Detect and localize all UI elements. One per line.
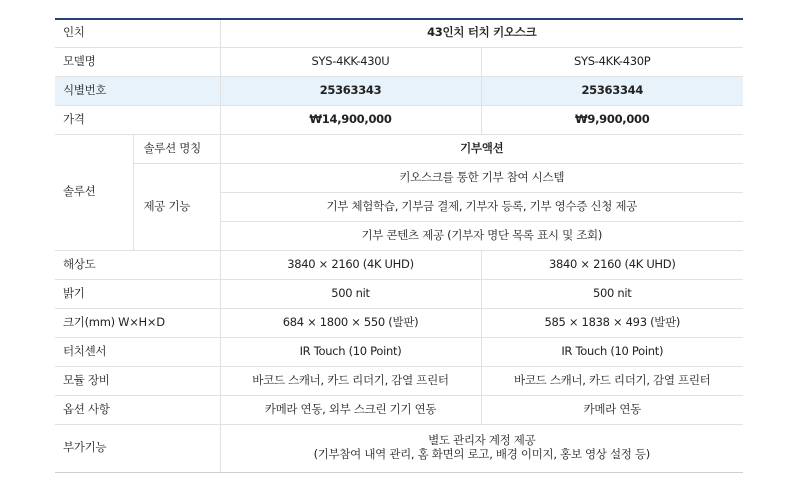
row-brightness — [55, 279, 743, 308]
solution-func-label: 제공 기능 — [133, 163, 220, 250]
touch-b: IR Touch (10 Point) — [481, 337, 743, 366]
row-extra — [55, 424, 743, 472]
row-label: 옵션 사항 — [55, 395, 220, 424]
row-label: 모델명 — [55, 47, 220, 76]
row-label: 부가기능 — [55, 424, 220, 472]
row-touch — [55, 337, 743, 366]
id-a: 25363343 — [220, 76, 481, 105]
row-solution-func-1 — [55, 163, 743, 192]
row-label: 해상도 — [55, 250, 220, 279]
solution-func-item: 기부 콘텐츠 제공 (기부자 명단 목록 표시 및 조회) — [220, 221, 743, 250]
touch-a: IR Touch (10 Point) — [220, 337, 481, 366]
row-resolution — [55, 250, 743, 279]
extra-value — [220, 424, 743, 472]
row-id — [55, 76, 743, 105]
row-inch — [55, 19, 743, 47]
row-price — [55, 105, 743, 134]
row-size — [55, 308, 743, 337]
resolution-b: 3840 × 2160 (4K UHD) — [481, 250, 743, 279]
resolution-a: 3840 × 2160 (4K UHD) — [220, 250, 481, 279]
solution-label: 솔루션 — [55, 134, 133, 250]
price-b: ₩9,900,000 — [481, 105, 743, 134]
spec-table — [55, 18, 743, 473]
row-label: 밝기 — [55, 279, 220, 308]
price-a: ₩14,900,000 — [220, 105, 481, 134]
module-b: 바코드 스캐너, 카드 리더기, 감열 프린터 — [481, 366, 743, 395]
module-a: 바코드 스캐너, 카드 리더기, 감열 프린터 — [220, 366, 481, 395]
model-b: SYS-4KK-430P — [481, 47, 743, 76]
row-model — [55, 47, 743, 76]
solution-name-label: 솔루션 명칭 — [133, 134, 220, 163]
row-solution-name — [55, 134, 743, 163]
product-title: 43인치 터치 키오스크 — [220, 19, 743, 47]
extra-line-2: (기부참여 내역 관리, 홈 화면의 로고, 배경 이미지, 홍보 영상 설정 등) — [313, 447, 650, 461]
option-b: 카메라 연동 — [481, 395, 743, 424]
solution-func-item: 기부 체험학습, 기부금 결제, 기부자 등록, 기부 영수증 신청 제공 — [220, 192, 743, 221]
model-a: SYS-4KK-430U — [220, 47, 481, 76]
row-label: 가격 — [55, 105, 220, 134]
row-label: 인치 — [55, 19, 220, 47]
solution-func-item: 키오스크를 통한 기부 참여 시스템 — [220, 163, 743, 192]
row-label: 식별번호 — [55, 76, 220, 105]
size-a: 684 × 1800 × 550 (발판) — [220, 308, 481, 337]
id-b: 25363344 — [481, 76, 743, 105]
option-a: 카메라 연동, 외부 스크린 기기 연동 — [220, 395, 481, 424]
brightness-b: 500 nit — [481, 279, 743, 308]
row-label: 모듈 장비 — [55, 366, 220, 395]
extra-line-1: 별도 관리자 계정 제공 — [428, 433, 536, 448]
row-option — [55, 395, 743, 424]
spec-table-container — [55, 18, 743, 473]
row-label: 터치센서 — [55, 337, 220, 366]
row-module — [55, 366, 743, 395]
brightness-a: 500 nit — [220, 279, 481, 308]
row-label: 크기(mm) W×H×D — [55, 308, 220, 337]
size-b: 585 × 1838 × 493 (발판) — [481, 308, 743, 337]
solution-name-value: 기부액션 — [220, 134, 743, 163]
